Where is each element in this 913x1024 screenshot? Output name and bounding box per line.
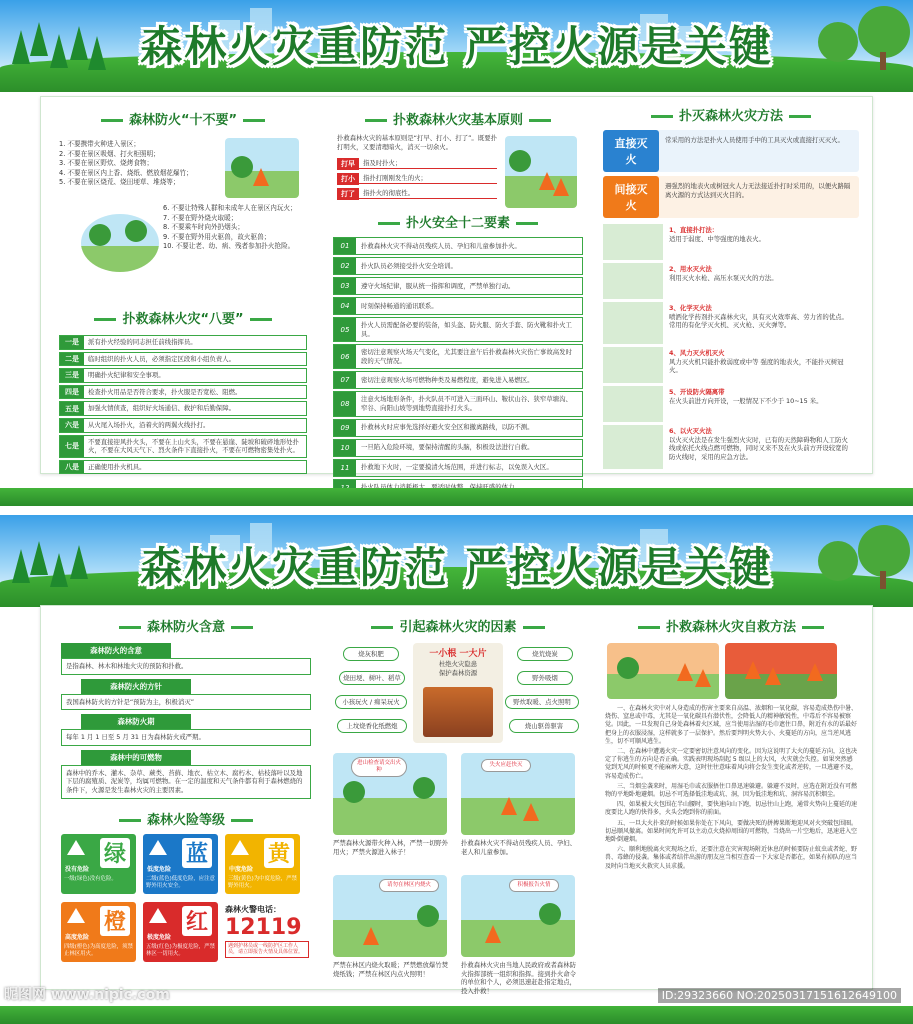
- illustration-running: [725, 643, 837, 699]
- warning-icon: [149, 840, 167, 855]
- danger-level-orange: 橙 高度危险 四级(橙色)为高度危险，须禁止林区用火。: [61, 902, 136, 962]
- danger-level-yellow: 黄 中度危险 三级(黄色)为中度危险，严禁野外用火。: [225, 834, 300, 894]
- danger-levels: [61, 834, 311, 974]
- section-title-danger: 森林火险等级: [61, 809, 311, 828]
- content-frame: [40, 96, 873, 474]
- slogan-panel: 一小根 一大片 杜绝火灾隐患 保护森林资源: [413, 643, 503, 743]
- list-item: 01 扑救森林火灾不得动员残疾人员、孕妇和儿童参加扑火。: [333, 237, 583, 255]
- method-item: 5、开设防火隔离带 在火头前进方向开设，一般情况下不少于 10~15 米。: [603, 386, 859, 422]
- list-item: 07 密切注意观察火场可燃物种类及易燃程度，避免进入易燃区。: [333, 371, 583, 389]
- warning-icon: [231, 840, 249, 855]
- footer-band: [0, 488, 913, 506]
- illustration-escape: [607, 643, 719, 699]
- selfrescue-text: 一、在森林火灾中对人身造成的伤害主要来自高温、浓烟和一氧化碳，容易造成热伤中暑、烧伤、窒息或中毒，尤其是一氧化碳具有潜伏性，会降低人的精神敏锐性，中毒后不容易被察觉。因此，一旦发现自己身处森林着火区域，应当使用沾湿的毛巾遮住口鼻，附近有水的话最好把身上的衣服浸湿，这样就多了一层保护。然后要判明火势大小、火蔓延的方向，应当逆风逃生，切不可顺风逃生。 二、在森林中遭遇火灾一定要密切注意风向的变化。因为这说明了大火的蔓延方向，这也决定了你逃生的方向是否正确。实践表明现场刮起 5 级以上的大风，火灾就会失控。如果突然感觉到无风的时候更不能麻痹大意，这时往往意味着风向将会发生变化或者逆转，一旦逃避不及，容易造成伤亡。 三、当烟尘袭来时，用湿毛巾或衣服捂住口鼻迅速躲避。躲避不及时，应选在附近没有可燃物的平地卧地避烟。切忌不可选择低洼地或坑、洞，因为低洼地和坑、洞容易沉积烟尘。 四、如果被大火包围在半山腰时，要快速向山下跑，切忌往山上跑，通常火势向上蔓延的速度要比人跑的快得多，火头会跑到你的前面。 五、一旦大火扑来的时候如果你处在下风向，要做决死的拼搏果断地迎风对火突破包围圈。切忌顺风撤离。如果时间允许可以主动点火烧掉周围的可燃物，当烧出一片空地后，迅速进入空地卧倒避烟。 六、顺利地脱离火灾现场之后，还要注意在灾害现场附近休息的时候要防止蚊虫或者蛇、野兽、毒蜂的侵袭。集体或者结伴出游的朋友应当相互查看一下大家是否都在，如果有掉队的应当及时向当地灭火救灾人员求援。: [605, 705, 858, 870]
- column-principles: [333, 97, 583, 473]
- meaning-blocks: 森林防火的含意 是指森林、林木和林地火灾的预防和扑救。 森林防火的方针 我国森林防火的方针是“预防为主，积极消灭” 森林防火期 每年 1 月 1 日至 5 月 31 日为森林防火戒严期。 森林中的可燃物 森林中的乔木、灌木、杂草、蕨类、苔藓、地衣、枯立木、腐朽木、枯枝落叶以及地下层的腐殖质、泥炭等，均属可燃物。在一定的温度和天气条件都有利于森林燃烧的条件下，火源是发生森林火灾的主要因素。: [61, 643, 311, 799]
- board-title: 森林火灾重防范 严控火源是关键: [140, 543, 773, 592]
- list-item: 06 密切注意观察火场天气变化，尤其要注意午后扑救森林火灾伤亡事故高发时段的天气情况。: [333, 344, 583, 369]
- burnt-forest-illustration: [423, 687, 493, 737]
- danger-level-green: 绿 没有危险 一级(绿色)没有危险。: [61, 834, 136, 894]
- eight-musts-row: 四是 检查扑火用品是否符合要求，扑火服是否宽松、阻燃。: [59, 385, 307, 400]
- content-frame: [40, 605, 873, 995]
- list-item: 09 扑救林火时应事先选择好避火安全区和撤离路线，以防不测。: [333, 419, 583, 437]
- board-title: 森林火灾重防范 严控火源是关键: [140, 22, 773, 71]
- eight-musts-table: [53, 335, 313, 474]
- list-item: 03 遵守火场纪律，服从统一指挥和调度，严禁单独行动。: [333, 277, 583, 295]
- eight-musts-row: 七是 不要直接迎风扑火头，不要在上山火头，不要在悬崖、陡坡和破碎地形处扑火，不要在大风天气下、烈火条件下直接扑火，不要在可燃物密集处扑火。: [59, 435, 307, 458]
- footer-band: [0, 1006, 913, 1024]
- indirect-method: 间接灭火 遇强烈的地表火或树冠火人力无法接近扑打时采用的，以便火路隔离火源的方式达到灭火目的。: [603, 176, 859, 218]
- list-item: 11 扑救地下火时，一定要摸清火场范围，并进行标志，以免误入火区。: [333, 459, 583, 477]
- eight-musts-row: 三是 明确扑火纪律和安全事项。: [59, 368, 307, 383]
- column-selfrescue: [603, 606, 859, 989]
- watermark-site: 昵图网 www.nipic.com: [4, 987, 170, 1003]
- warning-icon: [149, 908, 167, 923]
- section-title-principles: 扑救森林火灾基本原则: [333, 109, 583, 128]
- twelve-elements-list: [333, 237, 583, 497]
- column-meaning: [61, 606, 311, 989]
- section-title-ten-donts: 森林防火“十不要”: [53, 109, 313, 128]
- illustration-children: [81, 214, 159, 272]
- method-item: 4、风力灭火机灭火 风力灭火机只能扑救弱度或中等 强度的地表火，不能扑灭树冠火。: [603, 347, 859, 383]
- causes-diagram: 烧灰积肥 烧田埂、树叶、稻草 小孩玩火 / 痴呆玩火 上坟烧香化纸燃炮 烧荒烧炭 野外吸烟 野炊取暖、点火照明 烧山驱兽驱害 一小根 一大片 杜绝火灾隐患 保护森林资源: [333, 641, 583, 745]
- warning-icon: [67, 840, 85, 855]
- watermark: [0, 984, 913, 1006]
- method-item: 1、直接扑打法： 适用于弱度、中等强度的地表火。: [603, 224, 859, 260]
- section-title-causes: 引起森林火灾的因素: [333, 616, 583, 635]
- column-causes: [333, 606, 583, 995]
- principles-block: 扑救森林火灾的基本原则是“打早、打小、打了”。既要扑打明火，又要清理暗火，消灭一切余火。 打早 指及时扑火； 打小 指扑打刚刚发生的火； 打了 指扑火的彻底性。: [333, 134, 583, 210]
- watermark-id: ID:29323660 NO:20250317151612649100: [658, 988, 901, 1003]
- eight-musts-row: 六是 从火尾入场扑火，沿着火的两翼火线扑打。: [59, 418, 307, 433]
- list-item: 02 扑火队员必须接受扑火安全培训。: [333, 257, 583, 275]
- section-title-meaning: 森林防火含意: [61, 616, 311, 635]
- direct-method: 直接灭火 常采用的方法是扑火人员使用手中的工具灭火或直接打灭灭火。: [603, 130, 859, 172]
- methods-list: [603, 224, 859, 469]
- illustration-firefighters: [505, 136, 577, 208]
- danger-level-red: 红 极度危险 五级(红色)为极度危险，严禁林区一切用火。: [143, 902, 218, 962]
- ten-donts-list: 1. 不要携带火种进入景区； 2. 不要在景区吸烟、打火柜照明； 3. 不要在景区野炊、烧烤食物； 4. 不要在景区内上香、烧纸、燃放烟花爆竹； 5. 不要在景区烧荒、烧田埂草、堆烧等； 6. 不要让特殊人群和未成年人在景区内玩火； 7. 不要在野外烧火取暖； 8. 不要乘车时向外扔烟头； 9. 不要在野外用火驱兽，故火驱兽； 10. 不要让老、幼、病、残者参加扑火抢险。: [53, 136, 313, 276]
- method-item: 3、化学灭火法 喷洒化学药剂扑灭森林火灾，具有灭火效率高、劳力省的优点。常用的有化学灭火机、灭火枪、灭火弹等。: [603, 302, 859, 344]
- eight-musts-row: 一是 派有扑火经验的同志担任前线指挥员。: [59, 335, 307, 350]
- list-item: 10 一旦陷入危险环境，要保持清醒的头脑，积极设法进行自救。: [333, 439, 583, 457]
- illustration-campfire: [225, 138, 299, 198]
- header-banner: [0, 515, 913, 607]
- header-banner: [0, 0, 913, 92]
- list-item: 08 注意火场地形条件，扑火队员不可进入三面环山、鞍状山谷、狭窄草塘沟、窄谷、向阳山坡等到地势直接扑打火头。: [333, 391, 583, 416]
- section-title-methods: 扑灭森林火灾方法: [603, 105, 859, 124]
- cause-illustrations: 进山检查请交出火种 严禁森林火源带火种入林，严禁一切野外用火；严禁火源进入林子！ 失火应赶快灭 扑救森林火灾不得动员残疾人员、孕妇、老人和儿童参加。 请勿在林区内烧火 严禁在林区内烧火取暖；严禁燃放爆竹焚烧纸钱；严禁在林区内点火照明！ 积极报告火情 扑救森林火灾由当地人民政府或者森林防火指挥部统一组织和指挥。接到扑火命令的单位和个人，必须迅速赶赴指定地点，投入扑救！: [333, 753, 583, 1003]
- section-title-selfrescue: 扑救森林火灾自救方法: [603, 616, 859, 635]
- list-item: 04 时刻保持畅通的通讯联系。: [333, 297, 583, 315]
- method-item: 6、以火灭火法 以火灭火法是在发生强烈火灾时，已有的天然障碍物和人工防火线或依托火线点燃可燃物，同时又来不及在火头前方开设较宽的防火线时，采用的应急方法。: [603, 425, 859, 469]
- board-bottom: [0, 515, 913, 1024]
- method-item: 2、用水灭火法 利用灭火水枪、高压水泵灭火的方法。: [603, 263, 859, 299]
- eight-musts-row: 五是 加强火情侦查，组织好火场通信、救护和后勤保障。: [59, 401, 307, 416]
- section-title-eight-musts: 扑救森林火灾“八要”: [53, 308, 313, 327]
- eight-musts-row: 八是 正确使用扑火机具。: [59, 460, 307, 475]
- column-ten-donts: [53, 97, 313, 473]
- warning-icon: [67, 908, 85, 923]
- column-methods: [603, 97, 859, 473]
- board-top: [0, 0, 913, 506]
- danger-level-blue: 蓝 低度危险 二级(蓝色)低度危险，应注意野外用火安全。: [143, 834, 218, 894]
- list-item: 05 扑火人员需配备必要的装备，如头盔、防火服、防火手套、防火靴和扑火工具。: [333, 317, 583, 342]
- eight-musts-row: 二是 临时组织的扑火人员，必须指定区段和小组负责人。: [59, 352, 307, 367]
- section-title-twelve: 扑火安全十二要素: [333, 212, 583, 231]
- selfrescue-illustrations: [603, 643, 859, 701]
- fire-hotline: 森林火警电话： 12119 遇到护林员或一线防护区工作人员，请立即报告火情及具体位置。: [225, 904, 309, 958]
